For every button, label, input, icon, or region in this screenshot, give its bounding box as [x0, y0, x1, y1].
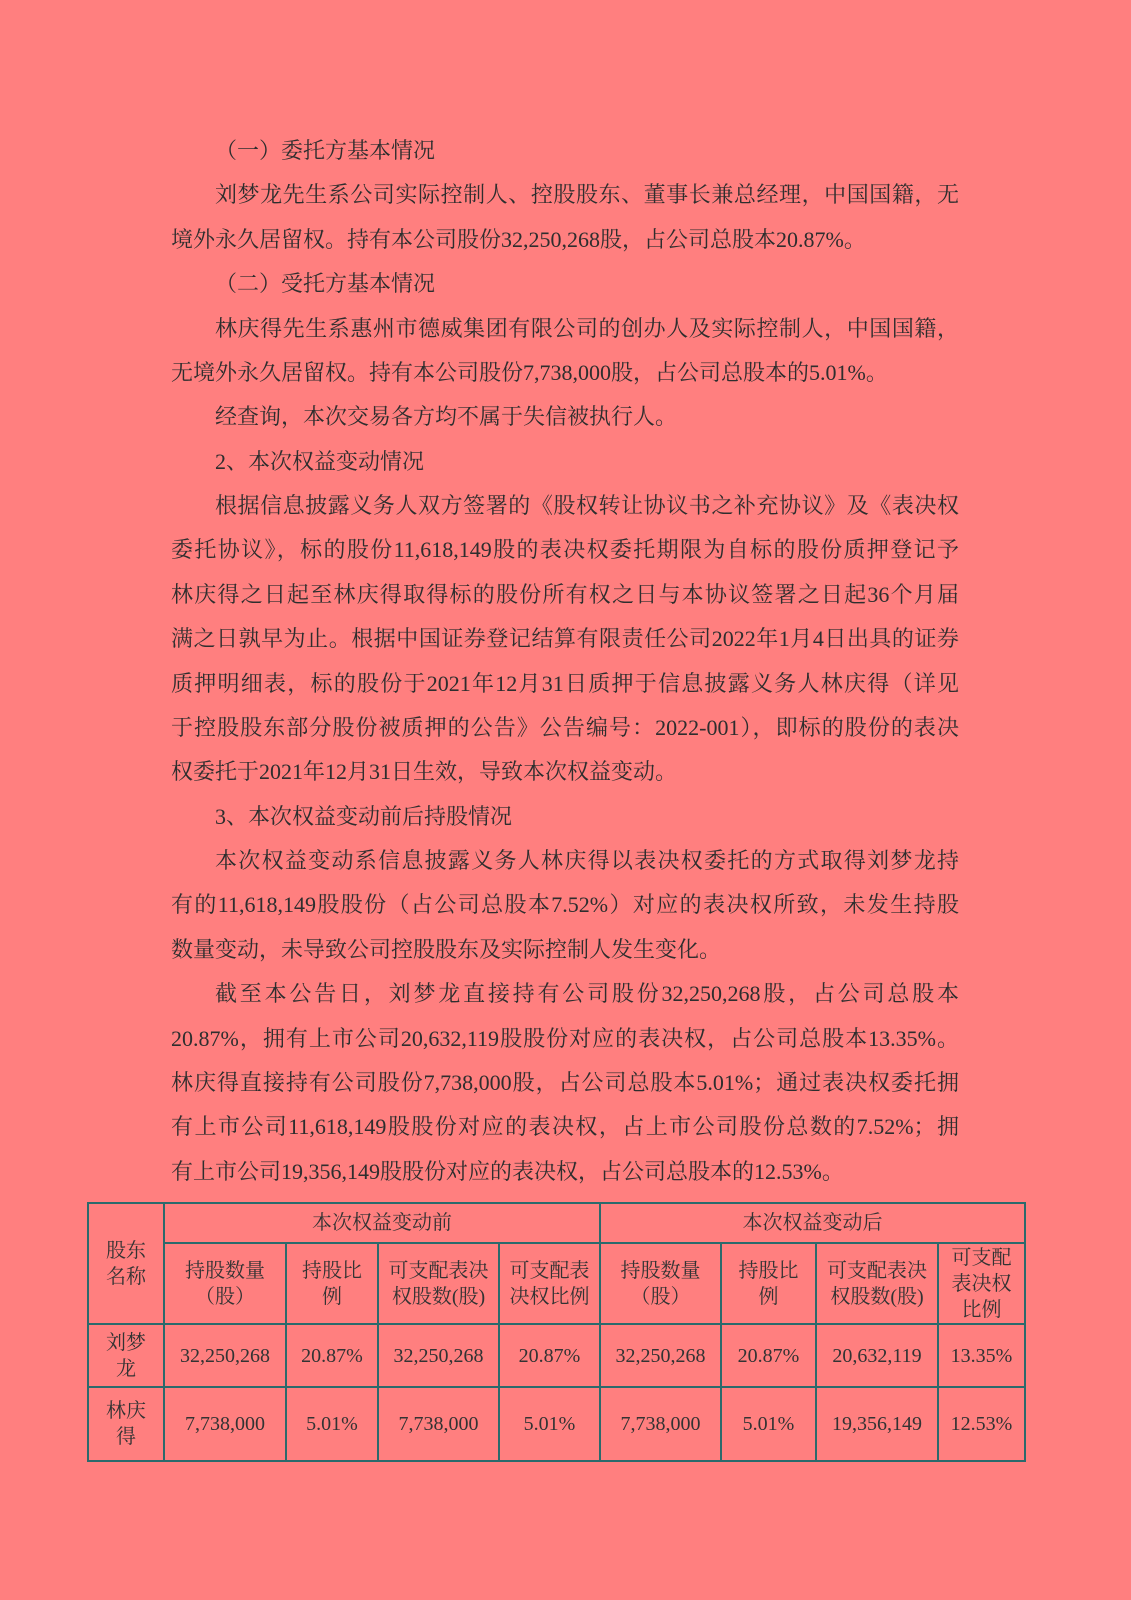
table-cell-value: 20.87%	[286, 1324, 378, 1387]
table-header-after-change: 本次权益变动后	[600, 1203, 1025, 1243]
table-subheader-cell: 可支配表决权比例	[938, 1243, 1025, 1324]
heading-line: （二）受托方基本情况	[215, 271, 436, 297]
table-cell-value: 7,738,000	[164, 1387, 286, 1461]
table-row	[88, 1324, 1025, 1387]
paragraph	[171, 173, 959, 262]
table-subheader-cell: 持股数量（股）	[164, 1243, 286, 1324]
table-header-row	[88, 1203, 1025, 1243]
table-subheader-cell: 持股比例	[721, 1243, 816, 1324]
paragraph-line: 20.87%，拥有上市公司20,632,119股股份对应的表决权，占公司总股本13.35%。	[171, 1025, 959, 1051]
paragraph-line: 林庆得先生系惠州市德威集团有限公司的创办人及实际控制人，中国国籍，	[215, 315, 959, 341]
table-cell-value: 7,738,000	[378, 1387, 499, 1461]
paragraph	[171, 839, 959, 972]
table-cell-value: 32,250,268	[164, 1324, 286, 1387]
table-row	[88, 1387, 1025, 1461]
table-cell-name: 林庆得	[88, 1387, 164, 1461]
paragraph-line: 满之日孰早为止。根据中国证券登记结算有限责任公司2022年1月4日出具的证券	[171, 626, 959, 652]
table-cell-value: 20.87%	[499, 1324, 600, 1387]
paragraph-line: 委托协议》，标的股份11,618,149股的表决权委托期限为自标的股份质押登记予	[171, 537, 959, 563]
table-cell-name: 刘梦龙	[88, 1324, 164, 1387]
table-cell-value: 32,250,268	[600, 1324, 721, 1387]
table-header-before-change: 本次权益变动前	[164, 1203, 600, 1243]
paragraph-line: 林庆得直接持有公司股份7,738,000股，占公司总股本5.01%；通过表决权委托拥	[171, 1069, 959, 1095]
paragraph-line: 根据信息披露义务人双方签署的《股权转让协议书之补充协议》及《表决权	[215, 493, 959, 518]
paragraph-line: 权委托于2021年12月31日生效，导致本次权益变动。	[171, 759, 678, 785]
table-cell-value: 32,250,268	[378, 1324, 499, 1387]
paragraph-line: 无境外永久居留权。持有本公司股份7,738,000股，占公司总股本的5.01%。	[171, 359, 888, 385]
table-subheader-cell: 持股数量（股）	[600, 1243, 721, 1324]
heading-line: 3、本次权益变动前后持股情况	[215, 803, 513, 829]
paragraph	[171, 484, 959, 795]
table-cell-value: 5.01%	[286, 1387, 378, 1461]
table-cell-value: 13.35%	[938, 1324, 1025, 1387]
section-heading	[171, 795, 959, 839]
paragraph	[171, 972, 959, 1194]
table-cell-value: 19,356,149	[816, 1387, 938, 1461]
table-subheader-cell: 可支配表决权比例	[499, 1243, 600, 1324]
paragraph	[171, 307, 959, 396]
paragraph-line: 林庆得之日起至林庆得取得标的股份所有权之日与本协议签署之日起36个月届	[171, 581, 959, 607]
section-heading	[171, 440, 959, 484]
table-header-shareholder-name: 股东名称	[88, 1203, 164, 1324]
paragraph-line: 有上市公司11,618,149股股份对应的表决权，占上市公司股份总数的7.52%；拥	[171, 1114, 959, 1140]
heading-line: （一）委托方基本情况	[215, 138, 436, 163]
section-heading	[171, 262, 959, 306]
paragraph	[171, 395, 959, 439]
table-cell-value: 5.01%	[721, 1387, 816, 1461]
paragraph-line: 于控股股东部分股份被质押的公告》公告编号：2022-001），即标的股份的表决	[171, 714, 959, 740]
table-cell-value: 12.53%	[938, 1387, 1025, 1461]
table-subheader-cell: 持股比例	[286, 1243, 378, 1324]
paragraph-line: 经查询，本次交易各方均不属于失信被执行人。	[215, 404, 678, 430]
table-subheader-row	[88, 1243, 1025, 1324]
section-heading	[171, 129, 959, 173]
table-subheader-cell: 可支配表决权股数(股)	[816, 1243, 938, 1324]
table-subheader-cell: 可支配表决权股数(股)	[378, 1243, 499, 1324]
paragraph-line: 截至本公告日，刘梦龙直接持有公司股份32,250,268股，占公司总股本	[215, 981, 959, 1007]
table-cell-value: 20,632,119	[816, 1324, 938, 1387]
heading-line: 2、本次权益变动情况	[215, 448, 425, 474]
paragraph-line: 质押明细表，标的股份于2021年12月31日质押于信息披露义务人林庆得（详见	[171, 670, 959, 696]
body-text	[171, 129, 959, 1194]
table-cell-value: 20.87%	[721, 1324, 816, 1387]
table-cell-value: 5.01%	[499, 1387, 600, 1461]
shareholding-table	[87, 1202, 1026, 1462]
table-cell-value: 7,738,000	[600, 1387, 721, 1461]
paragraph-line: 数量变动，未导致公司控股股东及实际控制人发生变化。	[171, 936, 722, 962]
paragraph-line: 有上市公司19,356,149股股份对应的表决权，占公司总股本的12.53%。	[171, 1158, 844, 1184]
paragraph-line: 刘梦龙先生系公司实际控制人、控股股东、董事长兼总经理，中国国籍，无	[215, 182, 959, 208]
paragraph-line: 有的11,618,149股股份（占公司总股本7.52%）对应的表决权所致，未发生持股	[171, 892, 959, 918]
paragraph-line: 境外永久居留权。持有本公司股份32,250,268股，占公司总股本20.87%。	[171, 226, 866, 252]
paragraph-line: 本次权益变动系信息披露义务人林庆得以表决权委托的方式取得刘梦龙持	[215, 848, 959, 873]
